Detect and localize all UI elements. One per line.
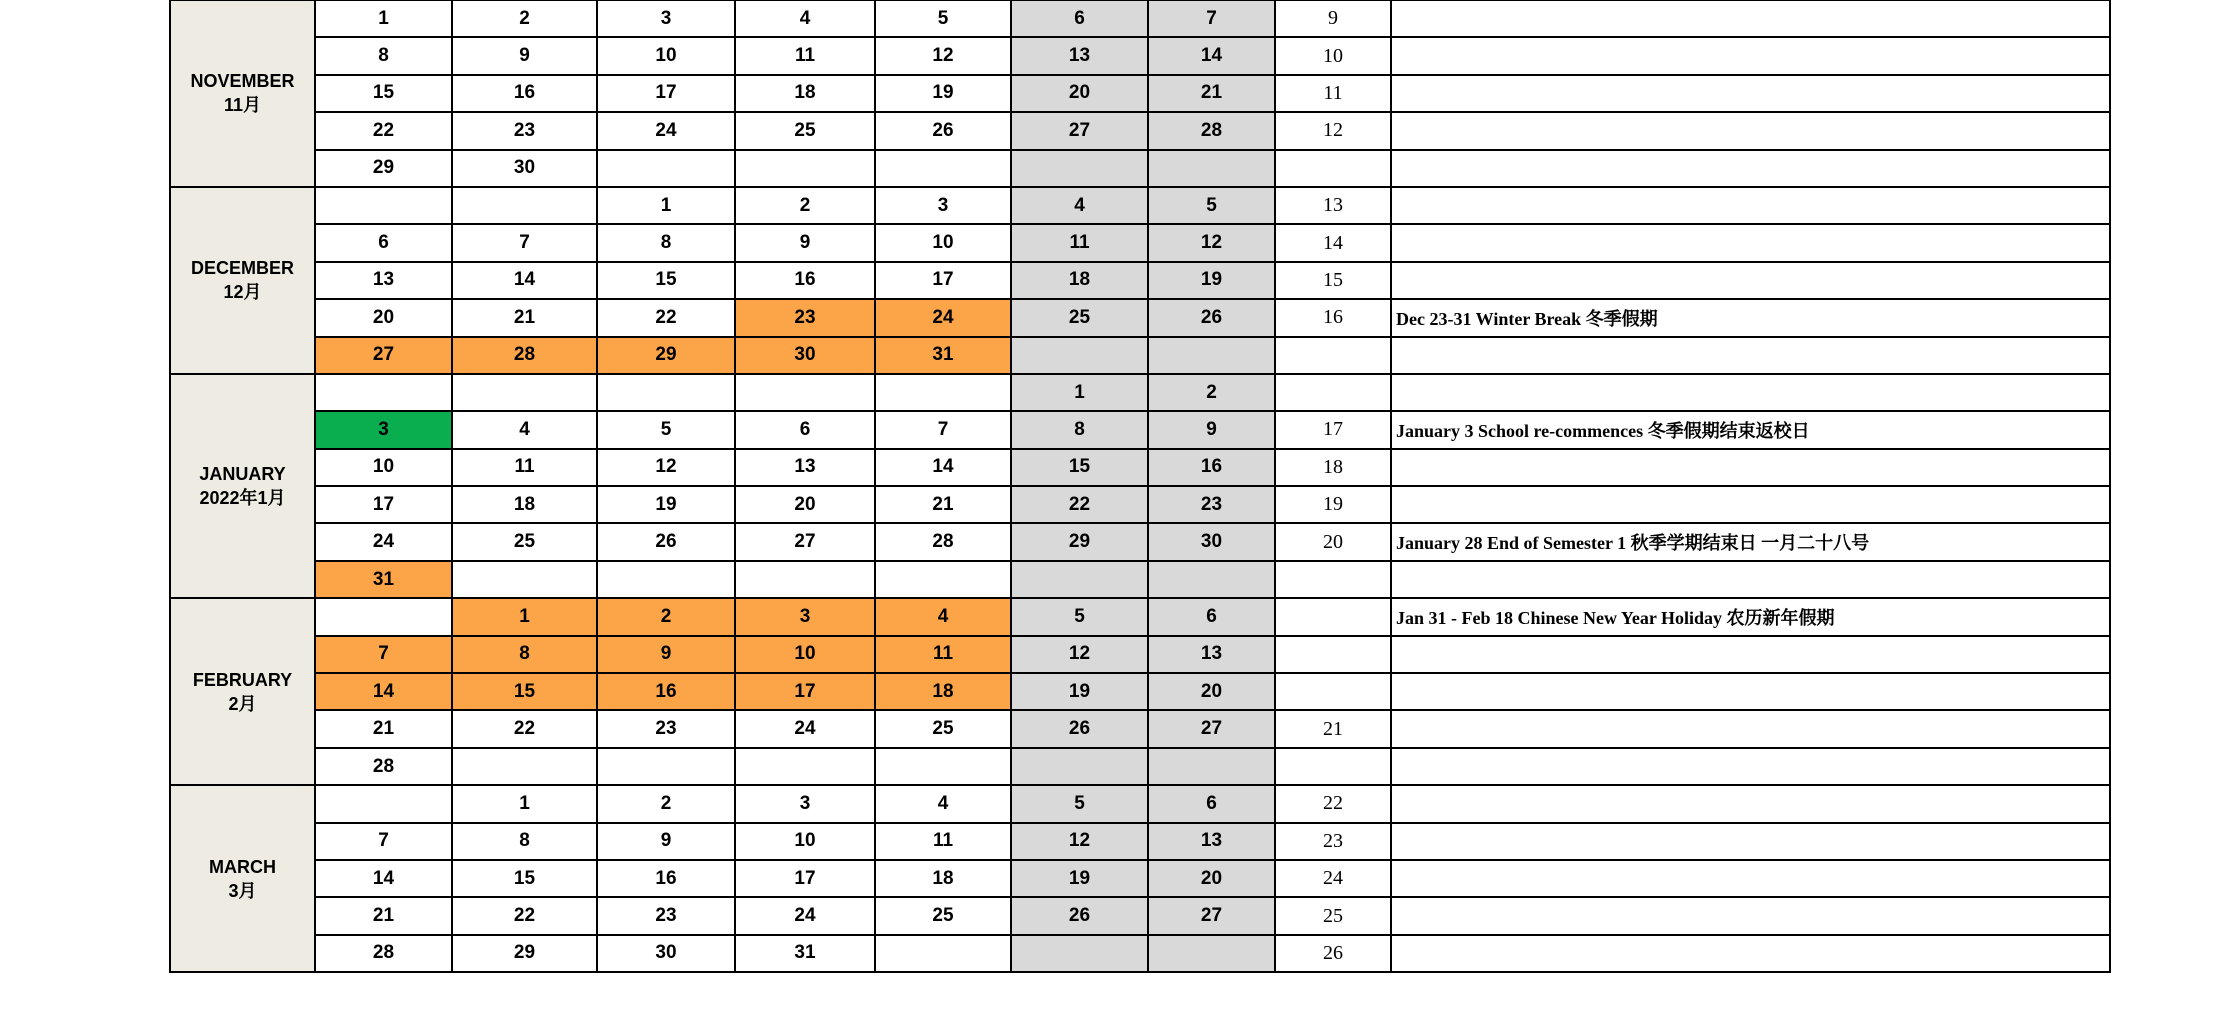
- event-note-cell: [1391, 860, 2110, 897]
- day-cell: 20: [1148, 860, 1275, 897]
- week-row: [170, 823, 2110, 860]
- month-name: JANUARY: [199, 464, 286, 485]
- week-number-cell: 25: [1275, 897, 1391, 934]
- day-cell: 15: [315, 75, 452, 112]
- week-number-cell: 18: [1275, 449, 1391, 486]
- day-cell: 12: [597, 449, 735, 486]
- event-note-cell: [1391, 37, 2110, 74]
- day-cell: 6: [1148, 598, 1275, 635]
- day-cell: 18: [875, 860, 1011, 897]
- month-name: DECEMBER: [190, 258, 294, 279]
- week-row: [170, 860, 2110, 897]
- week-number-cell: [1275, 150, 1391, 187]
- month-label-cell: [170, 598, 315, 785]
- day-cell: 27: [315, 337, 452, 374]
- day-cell: 15: [1011, 449, 1148, 486]
- day-cell: [1148, 935, 1275, 972]
- day-cell: [452, 374, 597, 411]
- day-cell: [1011, 748, 1148, 785]
- week-row: [170, 262, 2110, 299]
- day-cell: 15: [452, 673, 597, 710]
- day-cell: 28: [875, 523, 1011, 560]
- event-note-cell: [1391, 262, 2110, 299]
- day-cell: 21: [1148, 75, 1275, 112]
- day-cell: 28: [452, 337, 597, 374]
- day-cell: 12: [1148, 224, 1275, 261]
- day-cell: 8: [452, 823, 597, 860]
- day-cell: 26: [1148, 299, 1275, 336]
- day-cell: 30: [1148, 523, 1275, 560]
- day-cell: 24: [315, 523, 452, 560]
- day-cell: 3: [315, 411, 452, 448]
- event-note-cell: [1391, 897, 2110, 934]
- week-row: [170, 523, 2110, 560]
- day-cell: 5: [1148, 187, 1275, 224]
- event-note-cell: [1391, 636, 2110, 673]
- week-row: [170, 897, 2110, 934]
- day-cell: 30: [735, 337, 875, 374]
- day-cell: 13: [735, 449, 875, 486]
- day-cell: [875, 748, 1011, 785]
- day-cell: 25: [1011, 299, 1148, 336]
- week-number-cell: [1275, 337, 1391, 374]
- day-cell: 24: [735, 897, 875, 934]
- week-row: [170, 785, 2110, 822]
- day-cell: 3: [735, 598, 875, 635]
- day-cell: 10: [735, 636, 875, 673]
- day-cell: 1: [597, 187, 735, 224]
- day-cell: 3: [875, 187, 1011, 224]
- week-row: [170, 636, 2110, 673]
- day-cell: 30: [452, 150, 597, 187]
- day-cell: 20: [735, 486, 875, 523]
- day-cell: 24: [597, 112, 735, 149]
- week-number-cell: 22: [1275, 785, 1391, 822]
- calendar-body: [170, 0, 2110, 972]
- week-number-cell: 20: [1275, 523, 1391, 560]
- day-cell: 10: [735, 823, 875, 860]
- day-cell: 15: [597, 262, 735, 299]
- day-cell: 24: [875, 299, 1011, 336]
- day-cell: 17: [597, 75, 735, 112]
- day-cell: 9: [597, 636, 735, 673]
- day-cell: [597, 748, 735, 785]
- day-cell: 21: [315, 897, 452, 934]
- month-label-cell: [170, 0, 315, 187]
- day-cell: 10: [315, 449, 452, 486]
- day-cell: 7: [875, 411, 1011, 448]
- day-cell: 8: [452, 636, 597, 673]
- month-name-chinese: 12月: [223, 282, 262, 303]
- day-cell: [315, 374, 452, 411]
- day-cell: 20: [1148, 673, 1275, 710]
- day-cell: 9: [452, 37, 597, 74]
- day-cell: 8: [315, 37, 452, 74]
- event-note-cell: [1391, 337, 2110, 374]
- week-row: [170, 224, 2110, 261]
- week-row: [170, 112, 2110, 149]
- day-cell: 16: [597, 673, 735, 710]
- week-row: [170, 187, 2110, 224]
- month-name: MARCH: [209, 856, 276, 877]
- week-number-cell: 9: [1275, 0, 1391, 37]
- day-cell: 31: [735, 935, 875, 972]
- day-cell: 13: [315, 262, 452, 299]
- day-cell: [875, 935, 1011, 972]
- week-number-cell: 13: [1275, 187, 1391, 224]
- day-cell: 2: [452, 0, 597, 37]
- day-cell: 22: [597, 299, 735, 336]
- event-note-cell: [1391, 75, 2110, 112]
- day-cell: 5: [1011, 785, 1148, 822]
- day-cell: 6: [735, 411, 875, 448]
- day-cell: 18: [1011, 262, 1148, 299]
- event-note-cell: January 3 School re-commences 冬季假期结束返校日: [1391, 411, 2110, 448]
- day-cell: 12: [1011, 636, 1148, 673]
- day-cell: 26: [875, 112, 1011, 149]
- day-cell: 28: [315, 748, 452, 785]
- day-cell: 29: [315, 150, 452, 187]
- day-cell: 25: [452, 523, 597, 560]
- event-note-cell: January 28 End of Semester 1 秋季学期结束日 一月二十八号: [1391, 523, 2110, 560]
- day-cell: 22: [315, 112, 452, 149]
- event-note-cell: [1391, 823, 2110, 860]
- day-cell: [452, 187, 597, 224]
- day-cell: 29: [597, 337, 735, 374]
- day-cell: [1011, 561, 1148, 598]
- week-row: [170, 150, 2110, 187]
- day-cell: 27: [1148, 710, 1275, 747]
- day-cell: 18: [452, 486, 597, 523]
- week-number-cell: 26: [1275, 935, 1391, 972]
- day-cell: [875, 150, 1011, 187]
- week-number-cell: [1275, 673, 1391, 710]
- week-number-cell: [1275, 598, 1391, 635]
- day-cell: [315, 785, 452, 822]
- day-cell: 27: [1148, 897, 1275, 934]
- day-cell: 4: [735, 0, 875, 37]
- week-number-cell: 10: [1275, 37, 1391, 74]
- day-cell: [597, 561, 735, 598]
- month-name-chinese: 3月: [228, 880, 257, 901]
- day-cell: 21: [315, 710, 452, 747]
- day-cell: 23: [597, 897, 735, 934]
- day-cell: 20: [315, 299, 452, 336]
- day-cell: 22: [452, 897, 597, 934]
- day-cell: 29: [1011, 523, 1148, 560]
- day-cell: 22: [1011, 486, 1148, 523]
- day-cell: 31: [875, 337, 1011, 374]
- month-label-cell: [170, 187, 315, 374]
- event-note-cell: [1391, 710, 2110, 747]
- day-cell: 3: [597, 0, 735, 37]
- day-cell: 31: [315, 561, 452, 598]
- day-cell: 16: [735, 262, 875, 299]
- week-number-cell: 17: [1275, 411, 1391, 448]
- day-cell: 8: [597, 224, 735, 261]
- week-row: [170, 598, 2110, 635]
- day-cell: 12: [1011, 823, 1148, 860]
- day-cell: 26: [597, 523, 735, 560]
- week-row: [170, 673, 2110, 710]
- day-cell: 17: [875, 262, 1011, 299]
- week-row: [170, 37, 2110, 74]
- day-cell: [452, 748, 597, 785]
- event-note-cell: [1391, 374, 2110, 411]
- day-cell: [1011, 935, 1148, 972]
- day-cell: 1: [452, 598, 597, 635]
- event-note-cell: [1391, 561, 2110, 598]
- day-cell: 19: [1011, 673, 1148, 710]
- day-cell: 26: [1011, 710, 1148, 747]
- week-number-cell: [1275, 374, 1391, 411]
- day-cell: 2: [735, 187, 875, 224]
- week-number-cell: 19: [1275, 486, 1391, 523]
- week-row: [170, 710, 2110, 747]
- day-cell: 14: [452, 262, 597, 299]
- event-note-cell: [1391, 150, 2110, 187]
- week-row: [170, 0, 2110, 37]
- day-cell: 5: [1011, 598, 1148, 635]
- week-number-cell: 15: [1275, 262, 1391, 299]
- day-cell: [597, 150, 735, 187]
- event-note-cell: [1391, 673, 2110, 710]
- week-number-cell: 21: [1275, 710, 1391, 747]
- month-name-chinese: 2月: [228, 693, 257, 714]
- day-cell: [1148, 561, 1275, 598]
- day-cell: 13: [1011, 37, 1148, 74]
- day-cell: 2: [597, 598, 735, 635]
- day-cell: [315, 598, 452, 635]
- day-cell: [735, 374, 875, 411]
- day-cell: 29: [452, 935, 597, 972]
- day-cell: 11: [875, 823, 1011, 860]
- month-label-cell: [170, 374, 315, 598]
- week-number-cell: 12: [1275, 112, 1391, 149]
- day-cell: [875, 374, 1011, 411]
- week-row: [170, 748, 2110, 785]
- school-calendar-table: [169, 0, 2111, 973]
- day-cell: 23: [452, 112, 597, 149]
- day-cell: 17: [315, 486, 452, 523]
- day-cell: 10: [597, 37, 735, 74]
- day-cell: 26: [1011, 897, 1148, 934]
- event-note-cell: [1391, 486, 2110, 523]
- week-number-cell: 16: [1275, 299, 1391, 336]
- event-note-cell: [1391, 224, 2110, 261]
- event-note-cell: [1391, 785, 2110, 822]
- day-cell: 2: [597, 785, 735, 822]
- day-cell: 3: [735, 785, 875, 822]
- week-row: [170, 449, 2110, 486]
- day-cell: 13: [1148, 636, 1275, 673]
- day-cell: 1: [452, 785, 597, 822]
- day-cell: 28: [315, 935, 452, 972]
- day-cell: [315, 187, 452, 224]
- day-cell: 6: [315, 224, 452, 261]
- day-cell: 12: [875, 37, 1011, 74]
- month-name-chinese: 2022年1月: [199, 488, 286, 509]
- day-cell: [735, 561, 875, 598]
- week-row: [170, 374, 2110, 411]
- day-cell: 28: [1148, 112, 1275, 149]
- day-cell: 11: [875, 636, 1011, 673]
- week-number-cell: 23: [1275, 823, 1391, 860]
- day-cell: 7: [1148, 0, 1275, 37]
- day-cell: 19: [1011, 860, 1148, 897]
- day-cell: 22: [452, 710, 597, 747]
- day-cell: 9: [597, 823, 735, 860]
- event-note-cell: [1391, 112, 2110, 149]
- day-cell: 13: [1148, 823, 1275, 860]
- week-row: [170, 75, 2110, 112]
- day-cell: 25: [735, 112, 875, 149]
- day-cell: 4: [875, 598, 1011, 635]
- week-number-cell: 11: [1275, 75, 1391, 112]
- day-cell: 18: [735, 75, 875, 112]
- day-cell: 19: [875, 75, 1011, 112]
- day-cell: 7: [315, 823, 452, 860]
- week-row: [170, 935, 2110, 972]
- day-cell: 10: [875, 224, 1011, 261]
- day-cell: 4: [875, 785, 1011, 822]
- day-cell: [735, 748, 875, 785]
- week-number-cell: 14: [1275, 224, 1391, 261]
- day-cell: 14: [875, 449, 1011, 486]
- week-row: [170, 337, 2110, 374]
- day-cell: [875, 561, 1011, 598]
- day-cell: 9: [735, 224, 875, 261]
- day-cell: 11: [452, 449, 597, 486]
- day-cell: [597, 374, 735, 411]
- day-cell: 14: [1148, 37, 1275, 74]
- event-note-cell: Dec 23-31 Winter Break 冬季假期: [1391, 299, 2110, 336]
- week-row: [170, 561, 2110, 598]
- day-cell: 14: [315, 673, 452, 710]
- week-row: [170, 486, 2110, 523]
- day-cell: 6: [1011, 0, 1148, 37]
- day-cell: 21: [452, 299, 597, 336]
- day-cell: 1: [315, 0, 452, 37]
- day-cell: 4: [452, 411, 597, 448]
- day-cell: [735, 150, 875, 187]
- event-note-cell: [1391, 935, 2110, 972]
- day-cell: 20: [1011, 75, 1148, 112]
- day-cell: 19: [1148, 262, 1275, 299]
- day-cell: 7: [315, 636, 452, 673]
- day-cell: 23: [735, 299, 875, 336]
- day-cell: 11: [735, 37, 875, 74]
- week-number-cell: [1275, 636, 1391, 673]
- week-row: [170, 411, 2110, 448]
- day-cell: 24: [735, 710, 875, 747]
- day-cell: 14: [315, 860, 452, 897]
- day-cell: [452, 561, 597, 598]
- week-number-cell: [1275, 748, 1391, 785]
- day-cell: 7: [452, 224, 597, 261]
- day-cell: 8: [1011, 411, 1148, 448]
- day-cell: 17: [735, 860, 875, 897]
- month-label-cell: [170, 785, 315, 972]
- day-cell: [1148, 337, 1275, 374]
- event-note-cell: [1391, 449, 2110, 486]
- month-name: NOVEMBER: [190, 71, 295, 92]
- day-cell: [1148, 748, 1275, 785]
- day-cell: 5: [875, 0, 1011, 37]
- day-cell: 1: [1011, 374, 1148, 411]
- week-row: [170, 299, 2110, 336]
- event-note-cell: [1391, 0, 2110, 37]
- day-cell: 23: [1148, 486, 1275, 523]
- event-note-cell: [1391, 187, 2110, 224]
- month-name-chinese: 11月: [223, 95, 262, 116]
- day-cell: 27: [735, 523, 875, 560]
- day-cell: 16: [452, 75, 597, 112]
- day-cell: 6: [1148, 785, 1275, 822]
- day-cell: 25: [875, 710, 1011, 747]
- day-cell: [1011, 337, 1148, 374]
- day-cell: 16: [597, 860, 735, 897]
- day-cell: 5: [597, 411, 735, 448]
- week-number-cell: 24: [1275, 860, 1391, 897]
- day-cell: 27: [1011, 112, 1148, 149]
- event-note-cell: Jan 31 - Feb 18 Chinese New Year Holiday 农历新年假期: [1391, 598, 2110, 635]
- event-note-cell: [1391, 748, 2110, 785]
- day-cell: 9: [1148, 411, 1275, 448]
- day-cell: 17: [735, 673, 875, 710]
- day-cell: 30: [597, 935, 735, 972]
- week-number-cell: [1275, 561, 1391, 598]
- month-name: FEBRUARY: [192, 669, 293, 690]
- day-cell: 25: [875, 897, 1011, 934]
- day-cell: 16: [1148, 449, 1275, 486]
- day-cell: 15: [452, 860, 597, 897]
- day-cell: 2: [1148, 374, 1275, 411]
- day-cell: [1148, 150, 1275, 187]
- day-cell: 21: [875, 486, 1011, 523]
- day-cell: 11: [1011, 224, 1148, 261]
- day-cell: 23: [597, 710, 735, 747]
- day-cell: 19: [597, 486, 735, 523]
- day-cell: 18: [875, 673, 1011, 710]
- day-cell: 4: [1011, 187, 1148, 224]
- day-cell: [1011, 150, 1148, 187]
